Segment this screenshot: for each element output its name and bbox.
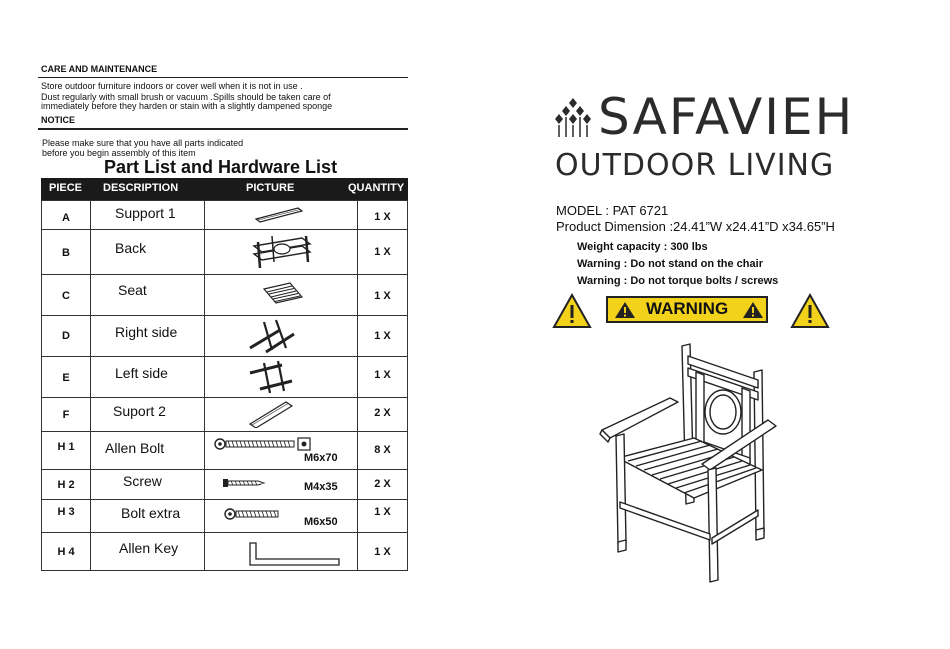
screw-icon [222, 478, 266, 488]
product-dimension: Product Dimension :24.41”W x24.41”D x34.65”H [556, 219, 835, 234]
chair-back-icon [250, 232, 314, 272]
caution-triangle-icon [552, 293, 592, 329]
piece-code: H 4 [57, 546, 75, 558]
part-quantity: 1 X [374, 506, 391, 518]
brand-tagline: OUTDOOR LIVING [555, 148, 835, 183]
caution-triangle-icon [790, 293, 830, 329]
part-quantity: 2 X [374, 478, 391, 490]
care-line-3: immediately before they harden or stain with a slightly dampened sponge [41, 101, 333, 111]
part-quantity: 1 X [374, 369, 391, 381]
table-row [42, 315, 407, 356]
piece-code: A [62, 212, 70, 224]
part-quantity: 1 X [374, 330, 391, 342]
brand-name: SAFAVIEH [598, 88, 855, 146]
warning-triangle-icon [742, 301, 764, 319]
part-quantity: 1 X [374, 246, 391, 258]
table-row [42, 229, 407, 274]
weight-capacity: Weight capacity : 300 lbs [577, 241, 708, 253]
list-title: Part List and Hardware List [104, 157, 338, 177]
notice-heading: NOTICE [41, 115, 76, 125]
care-heading: CARE AND MAINTENANCE [41, 64, 158, 74]
piece-code: H 1 [57, 441, 75, 453]
notice-line-1: Please make sure that you have all parts indicated [42, 138, 244, 148]
allen-key-icon [247, 539, 343, 567]
part-description: Allen Bolt [105, 440, 165, 456]
piece-code: F [62, 409, 70, 421]
part-quantity: 8 X [374, 444, 391, 456]
part-description: Bolt extra [121, 505, 181, 521]
bolt-icon [224, 508, 280, 520]
part-quantity: 1 X [374, 546, 391, 558]
notice-divider [38, 128, 408, 130]
care-line-2: Dust regularly with small brush or vacuum .Spills should be taken care of [41, 92, 331, 102]
allen-bolt-icon [214, 436, 320, 452]
model-number: MODEL : PAT 6721 [556, 203, 669, 218]
part-quantity: 1 X [374, 211, 391, 223]
piece-code: B [62, 247, 70, 259]
hardware-size: M4x35 [304, 481, 338, 493]
chair-illustration [598, 342, 778, 586]
care-divider [38, 77, 408, 78]
support-bar-icon [246, 400, 296, 428]
part-quantity: 1 X [374, 290, 391, 302]
header-piece: PIECE [49, 182, 83, 194]
side-frame-icon [246, 359, 298, 395]
side-frame-icon [246, 318, 298, 354]
table-row [42, 499, 407, 532]
piece-code: H 3 [57, 506, 75, 518]
piece-code: E [62, 372, 70, 384]
part-description: Allen Key [119, 540, 179, 556]
warning-label: WARNING [646, 299, 729, 318]
notice-line-2: before you begin assembly of this item [42, 148, 196, 158]
table-row [42, 274, 407, 315]
support-bar-icon [254, 206, 304, 224]
hardware-size: M6x70 [304, 452, 338, 464]
piece-code: C [62, 290, 70, 302]
header-picture: PICTURE [246, 182, 295, 194]
part-description: Suport 2 [113, 403, 166, 419]
header-quantity: QUANTITY [348, 182, 405, 194]
table-row [42, 469, 407, 499]
slatted-seat-icon [260, 281, 306, 307]
warning-banner [606, 296, 768, 323]
safavieh-logo-icon [552, 98, 594, 138]
table-row [42, 532, 407, 570]
table-row [42, 397, 407, 431]
part-description: Screw [123, 473, 162, 489]
table-row [42, 200, 407, 229]
piece-code: H 2 [57, 479, 75, 491]
table-row [42, 356, 407, 397]
table-body [41, 200, 408, 571]
part-description: Right side [115, 324, 178, 340]
table-header [41, 178, 408, 200]
warning-triangle-icon [614, 301, 636, 319]
part-description: Support 1 [115, 205, 176, 221]
part-description: Seat [118, 282, 147, 298]
header-description: DESCRIPTION [103, 182, 179, 194]
part-quantity: 2 X [374, 407, 391, 419]
care-line-1: Store outdoor furniture indoors or cover well when it is not in use . [41, 81, 303, 91]
hardware-size: M6x50 [304, 516, 338, 528]
piece-code: D [62, 330, 70, 342]
warning-torque: Warning : Do not torque bolts / screws [577, 275, 779, 287]
warning-stand: Warning : Do not stand on the chair [577, 258, 763, 270]
table-row [42, 431, 407, 469]
part-description: Left side [115, 365, 168, 381]
part-description: Back [115, 240, 147, 256]
